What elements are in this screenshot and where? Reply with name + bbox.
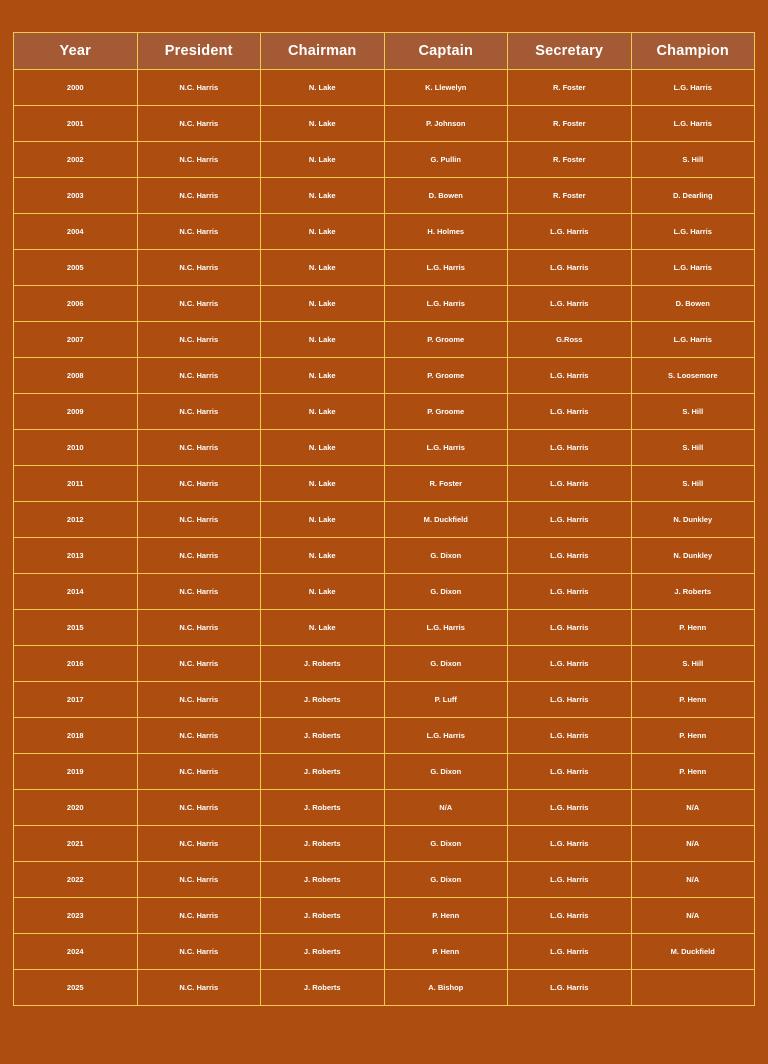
table-row (14, 970, 755, 1006)
cell-year: 2006 (14, 286, 138, 322)
cell-champion: S. Hill (631, 466, 755, 502)
cell-president: N.C. Harris (137, 610, 261, 646)
table-row (14, 538, 755, 574)
cell-captain: M. Duckfield (384, 502, 508, 538)
cell-chairman: J. Roberts (261, 646, 385, 682)
table-row (14, 214, 755, 250)
cell-president: N.C. Harris (137, 718, 261, 754)
cell-year: 2000 (14, 70, 138, 106)
table-row (14, 754, 755, 790)
cell-chairman: N. Lake (261, 70, 385, 106)
cell-chairman: J. Roberts (261, 826, 385, 862)
cell-chairman: N. Lake (261, 142, 385, 178)
cell-secretary: L.G. Harris (508, 538, 632, 574)
cell-champion: S. Loosemore (631, 358, 755, 394)
table-row (14, 70, 755, 106)
officers-table (13, 32, 755, 1006)
cell-secretary: L.G. Harris (508, 790, 632, 826)
cell-captain: K. Llewelyn (384, 70, 508, 106)
cell-year: 2002 (14, 142, 138, 178)
cell-secretary: L.G. Harris (508, 862, 632, 898)
cell-chairman: N. Lake (261, 106, 385, 142)
cell-president: N.C. Harris (137, 970, 261, 1006)
cell-chairman: J. Roberts (261, 862, 385, 898)
column-header-chairman: Chairman (261, 33, 385, 70)
header-row (14, 33, 755, 70)
cell-year: 2009 (14, 394, 138, 430)
cell-president: N.C. Harris (137, 826, 261, 862)
table-row (14, 106, 755, 142)
cell-secretary: R. Foster (508, 70, 632, 106)
cell-champion: L.G. Harris (631, 250, 755, 286)
cell-year: 2008 (14, 358, 138, 394)
cell-year: 2004 (14, 214, 138, 250)
cell-president: N.C. Harris (137, 646, 261, 682)
table-row (14, 862, 755, 898)
cell-chairman: N. Lake (261, 502, 385, 538)
table-row (14, 466, 755, 502)
cell-champion: S. Hill (631, 142, 755, 178)
cell-champion: L.G. Harris (631, 214, 755, 250)
cell-champion: P. Henn (631, 718, 755, 754)
cell-captain: P. Henn (384, 934, 508, 970)
cell-captain: D. Bowen (384, 178, 508, 214)
cell-president: N.C. Harris (137, 466, 261, 502)
cell-president: N.C. Harris (137, 862, 261, 898)
column-header-secretary: Secretary (508, 33, 632, 70)
cell-captain: R. Foster (384, 466, 508, 502)
cell-president: N.C. Harris (137, 322, 261, 358)
cell-captain: P. Henn (384, 898, 508, 934)
table-row (14, 610, 755, 646)
cell-president: N.C. Harris (137, 178, 261, 214)
cell-secretary: L.G. Harris (508, 970, 632, 1006)
cell-year: 2023 (14, 898, 138, 934)
cell-year: 2019 (14, 754, 138, 790)
cell-year: 2015 (14, 610, 138, 646)
cell-secretary: L.G. Harris (508, 286, 632, 322)
cell-president: N.C. Harris (137, 286, 261, 322)
cell-chairman: N. Lake (261, 214, 385, 250)
cell-president: N.C. Harris (137, 934, 261, 970)
cell-champion: D. Bowen (631, 286, 755, 322)
cell-secretary: L.G. Harris (508, 250, 632, 286)
cell-champion: L.G. Harris (631, 70, 755, 106)
table-row (14, 430, 755, 466)
cell-champion: M. Duckfield (631, 934, 755, 970)
cell-captain: A. Bishop (384, 970, 508, 1006)
cell-year: 2020 (14, 790, 138, 826)
cell-champion: S. Hill (631, 646, 755, 682)
cell-champion: P. Henn (631, 682, 755, 718)
table-row (14, 934, 755, 970)
cell-champion (631, 970, 755, 1006)
cell-captain: G. Pullin (384, 142, 508, 178)
column-header-president: President (137, 33, 261, 70)
cell-chairman: J. Roberts (261, 934, 385, 970)
cell-captain: G. Dixon (384, 754, 508, 790)
cell-champion: L.G. Harris (631, 322, 755, 358)
cell-champion: S. Hill (631, 430, 755, 466)
cell-captain: L.G. Harris (384, 250, 508, 286)
cell-year: 2022 (14, 862, 138, 898)
table-row (14, 790, 755, 826)
cell-chairman: N. Lake (261, 358, 385, 394)
table-row (14, 322, 755, 358)
cell-champion: N/A (631, 898, 755, 934)
cell-chairman: J. Roberts (261, 682, 385, 718)
cell-secretary: L.G. Harris (508, 754, 632, 790)
cell-year: 2001 (14, 106, 138, 142)
cell-chairman: N. Lake (261, 322, 385, 358)
cell-chairman: N. Lake (261, 430, 385, 466)
table-row (14, 574, 755, 610)
cell-chairman: J. Roberts (261, 790, 385, 826)
cell-secretary: R. Foster (508, 106, 632, 142)
cell-captain: G. Dixon (384, 538, 508, 574)
table-body (14, 70, 755, 1006)
cell-president: N.C. Harris (137, 106, 261, 142)
cell-secretary: L.G. Harris (508, 502, 632, 538)
cell-champion: N/A (631, 826, 755, 862)
cell-president: N.C. Harris (137, 214, 261, 250)
table-row (14, 250, 755, 286)
cell-chairman: N. Lake (261, 250, 385, 286)
table-row (14, 358, 755, 394)
table-row (14, 394, 755, 430)
cell-president: N.C. Harris (137, 394, 261, 430)
column-header-captain: Captain (384, 33, 508, 70)
cell-president: N.C. Harris (137, 754, 261, 790)
table-row (14, 682, 755, 718)
cell-secretary: L.G. Harris (508, 682, 632, 718)
cell-champion: N/A (631, 790, 755, 826)
cell-champion: S. Hill (631, 394, 755, 430)
column-header-year: Year (14, 33, 138, 70)
cell-secretary: L.G. Harris (508, 214, 632, 250)
table-row (14, 178, 755, 214)
table-row (14, 646, 755, 682)
cell-year: 2024 (14, 934, 138, 970)
cell-year: 2018 (14, 718, 138, 754)
cell-secretary: L.G. Harris (508, 358, 632, 394)
cell-year: 2016 (14, 646, 138, 682)
cell-chairman: N. Lake (261, 286, 385, 322)
cell-year: 2005 (14, 250, 138, 286)
cell-year: 2012 (14, 502, 138, 538)
cell-chairman: N. Lake (261, 394, 385, 430)
cell-chairman: J. Roberts (261, 754, 385, 790)
cell-secretary: L.G. Harris (508, 718, 632, 754)
cell-president: N.C. Harris (137, 790, 261, 826)
cell-captain: L.G. Harris (384, 286, 508, 322)
cell-secretary: L.G. Harris (508, 646, 632, 682)
cell-year: 2003 (14, 178, 138, 214)
cell-secretary: L.G. Harris (508, 610, 632, 646)
cell-champion: J. Roberts (631, 574, 755, 610)
cell-champion: L.G. Harris (631, 106, 755, 142)
cell-secretary: G.Ross (508, 322, 632, 358)
cell-president: N.C. Harris (137, 70, 261, 106)
cell-president: N.C. Harris (137, 682, 261, 718)
cell-champion: N. Dunkley (631, 502, 755, 538)
cell-captain: G. Dixon (384, 862, 508, 898)
cell-secretary: L.G. Harris (508, 934, 632, 970)
cell-year: 2014 (14, 574, 138, 610)
cell-chairman: N. Lake (261, 538, 385, 574)
cell-year: 2011 (14, 466, 138, 502)
cell-year: 2025 (14, 970, 138, 1006)
cell-captain: G. Dixon (384, 826, 508, 862)
cell-year: 2010 (14, 430, 138, 466)
cell-chairman: N. Lake (261, 178, 385, 214)
cell-champion: N. Dunkley (631, 538, 755, 574)
cell-captain: L.G. Harris (384, 430, 508, 466)
cell-president: N.C. Harris (137, 502, 261, 538)
table-row (14, 142, 755, 178)
cell-secretary: L.G. Harris (508, 394, 632, 430)
cell-captain: L.G. Harris (384, 610, 508, 646)
cell-president: N.C. Harris (137, 142, 261, 178)
cell-president: N.C. Harris (137, 538, 261, 574)
cell-year: 2013 (14, 538, 138, 574)
cell-champion: D. Dearling (631, 178, 755, 214)
cell-captain: G. Dixon (384, 646, 508, 682)
table-row (14, 286, 755, 322)
cell-secretary: L.G. Harris (508, 826, 632, 862)
table-row (14, 898, 755, 934)
table-row (14, 718, 755, 754)
table-header (14, 33, 755, 70)
cell-captain: P. Groome (384, 322, 508, 358)
cell-year: 2007 (14, 322, 138, 358)
cell-captain: P. Groome (384, 394, 508, 430)
cell-champion: N/A (631, 862, 755, 898)
cell-champion: P. Henn (631, 754, 755, 790)
cell-champion: P. Henn (631, 610, 755, 646)
cell-captain: P. Luff (384, 682, 508, 718)
cell-chairman: J. Roberts (261, 970, 385, 1006)
cell-president: N.C. Harris (137, 358, 261, 394)
cell-chairman: N. Lake (261, 610, 385, 646)
cell-secretary: L.G. Harris (508, 430, 632, 466)
cell-secretary: R. Foster (508, 142, 632, 178)
cell-year: 2021 (14, 826, 138, 862)
cell-president: N.C. Harris (137, 430, 261, 466)
cell-secretary: L.G. Harris (508, 574, 632, 610)
cell-chairman: N. Lake (261, 574, 385, 610)
cell-president: N.C. Harris (137, 898, 261, 934)
cell-president: N.C. Harris (137, 574, 261, 610)
cell-secretary: L.G. Harris (508, 898, 632, 934)
cell-captain: P. Johnson (384, 106, 508, 142)
cell-captain: H. Holmes (384, 214, 508, 250)
cell-chairman: J. Roberts (261, 718, 385, 754)
cell-secretary: L.G. Harris (508, 466, 632, 502)
cell-captain: L.G. Harris (384, 718, 508, 754)
cell-year: 2017 (14, 682, 138, 718)
cell-captain: P. Groome (384, 358, 508, 394)
cell-chairman: N. Lake (261, 466, 385, 502)
table-row (14, 502, 755, 538)
cell-chairman: J. Roberts (261, 898, 385, 934)
table-row (14, 826, 755, 862)
column-header-champion: Champion (631, 33, 755, 70)
cell-captain: G. Dixon (384, 574, 508, 610)
cell-secretary: R. Foster (508, 178, 632, 214)
cell-captain: N/A (384, 790, 508, 826)
cell-president: N.C. Harris (137, 250, 261, 286)
